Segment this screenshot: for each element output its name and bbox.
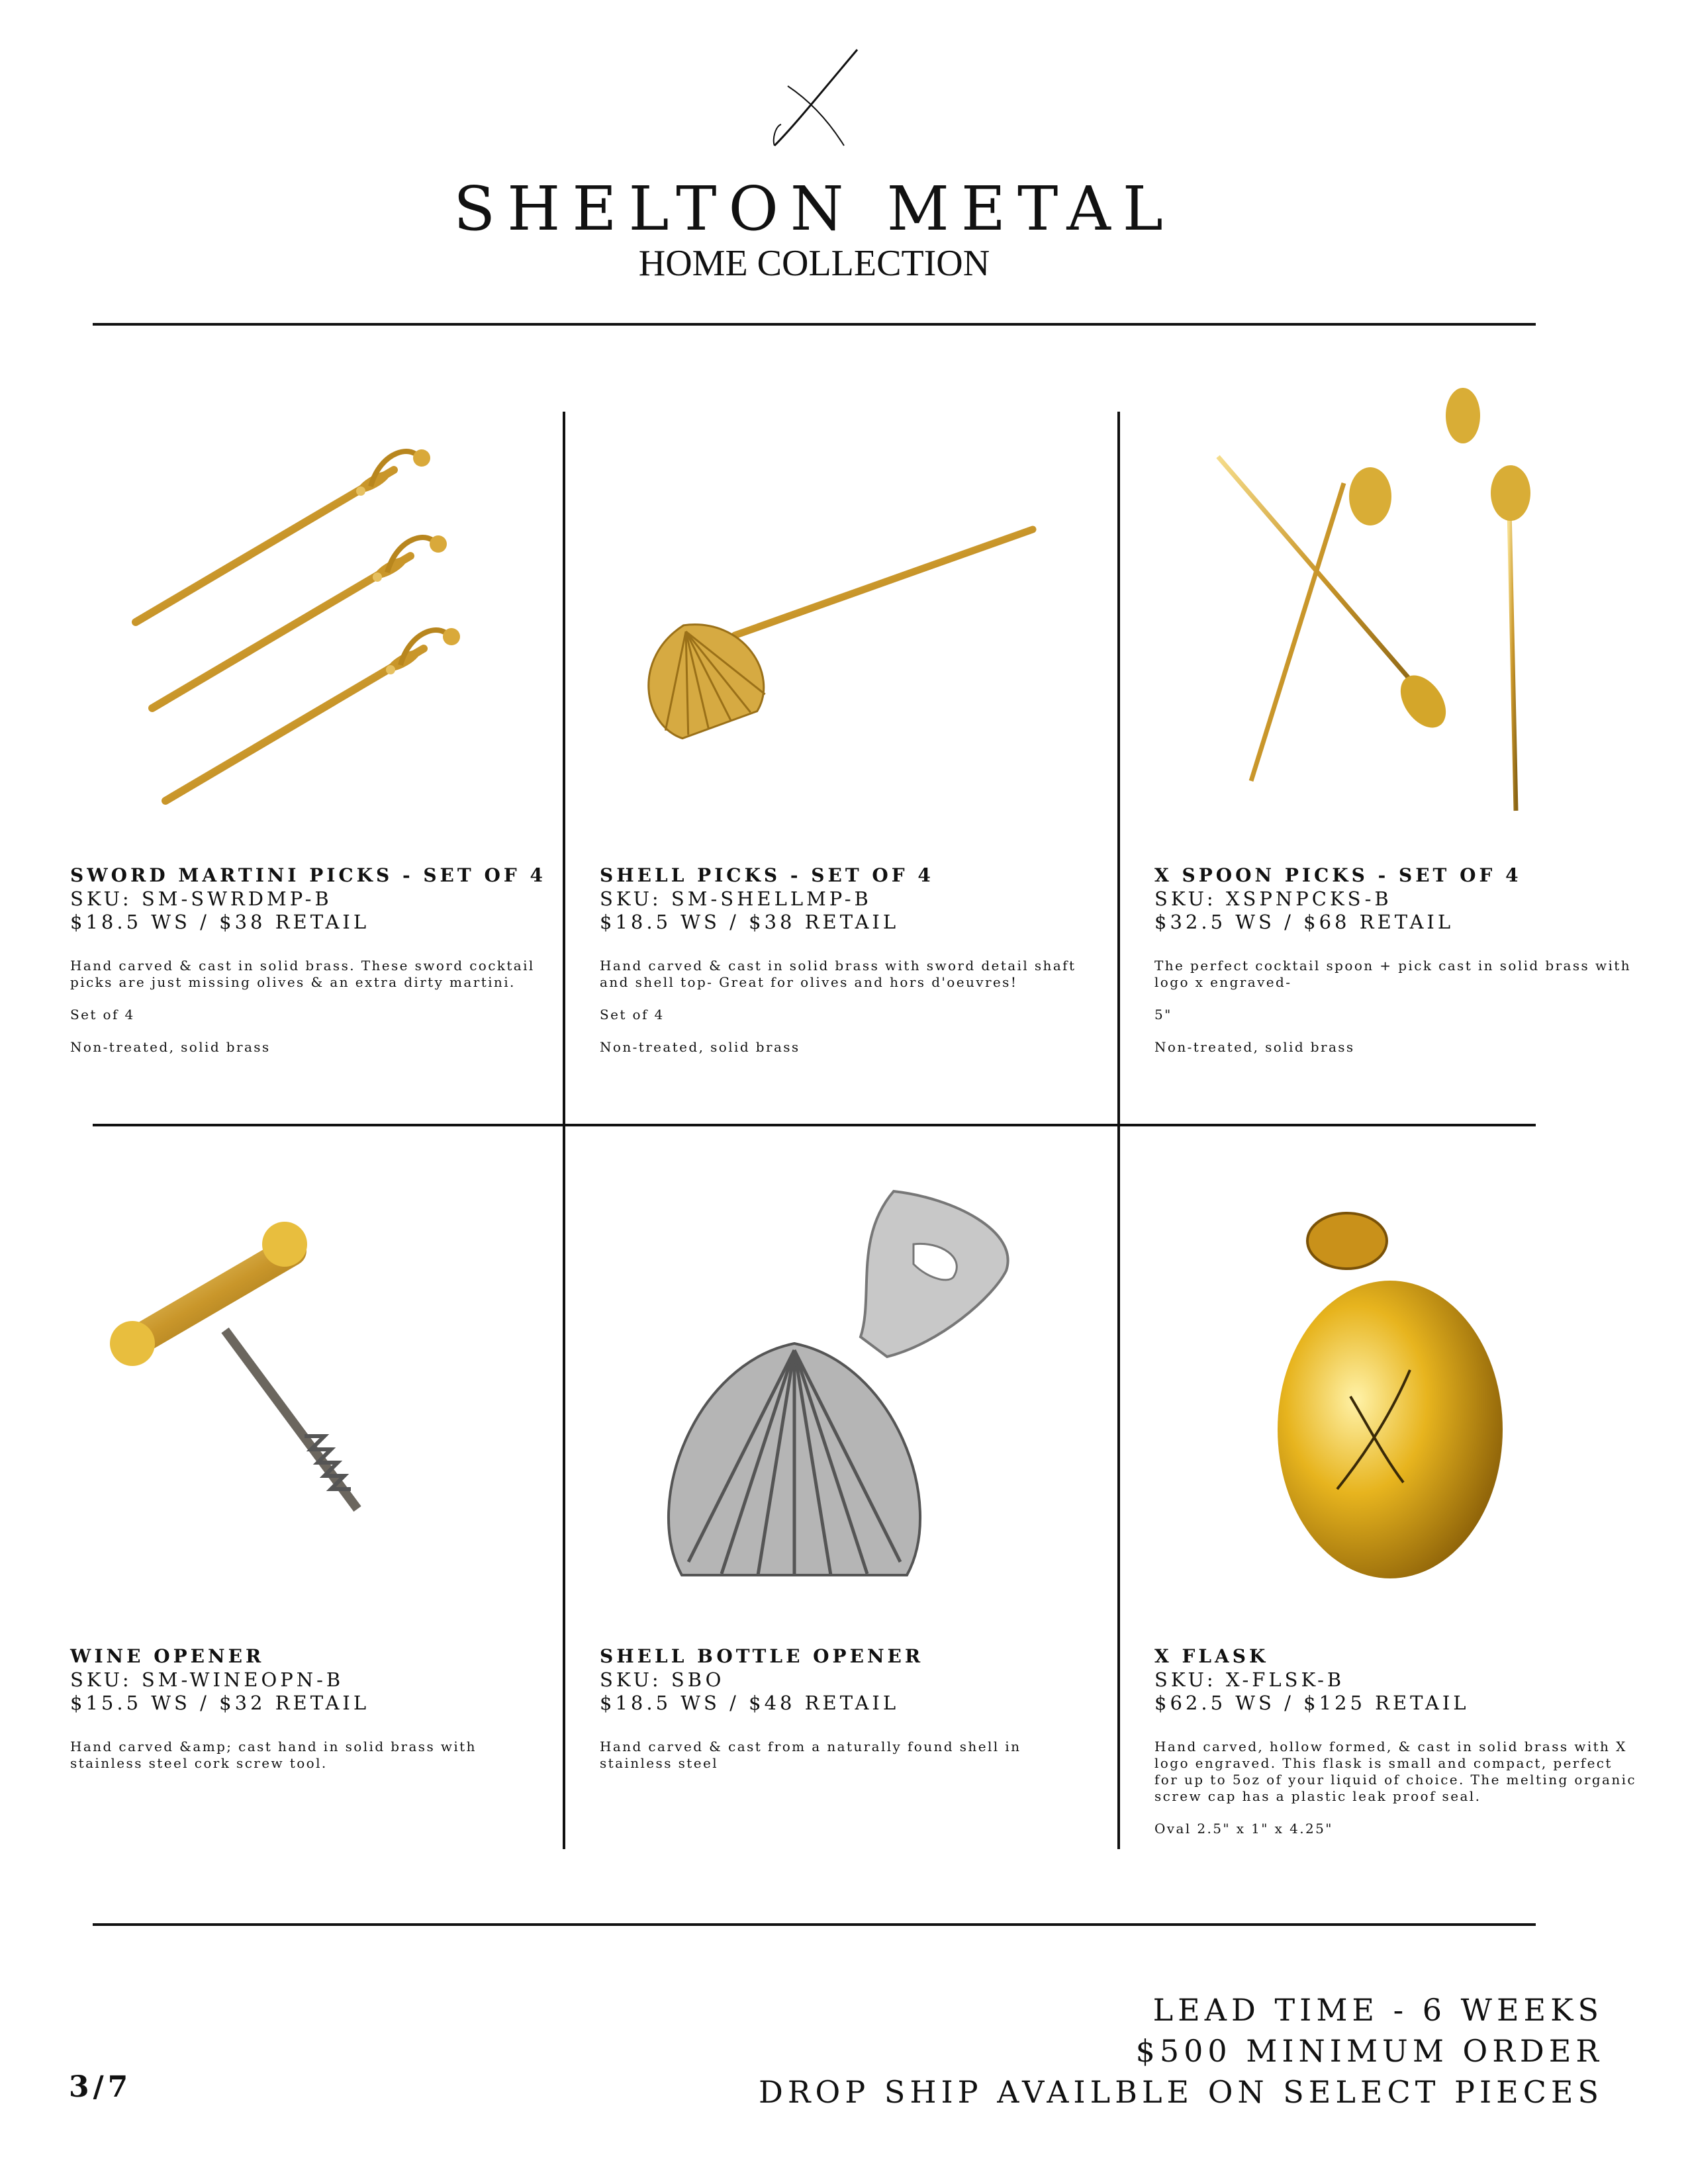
description-line: Hand carved & cast from a naturally found shell in stainless steel — [600, 1739, 1021, 1771]
product-name: SHELL BOTTLE OPENER — [600, 1645, 924, 1667]
column-divider-2 — [1117, 412, 1120, 1124]
product-description — [70, 1739, 553, 1772]
page-number: 3/7 — [69, 2070, 132, 2104]
description-line: 5" — [1154, 1007, 1172, 1023]
product-sword-picks — [70, 864, 553, 1071]
product-name: SWORD MARTINI PICKS - SET OF 4 — [70, 864, 546, 886]
footer-divider — [93, 1923, 1536, 1926]
row-divider — [93, 1124, 1536, 1126]
shell-bottle-opener-image — [635, 1185, 1046, 1595]
x-logo-icon — [768, 46, 861, 152]
product-name: X FLASK — [1154, 1645, 1269, 1667]
description-line: Hand carved &amp; cast hand in solid brass with stainless steel cork screw tool. — [70, 1739, 477, 1771]
product-description — [1154, 1739, 1638, 1837]
product-price: $18.5 WS / $38 RETAIL — [70, 911, 370, 933]
description-line: Hand carved & cast in solid brass. These sword cocktail picks are just missing olives & an extra dirty martini. — [70, 958, 535, 990]
wine-opener-image — [106, 1205, 450, 1549]
product-price: $15.5 WS / $32 RETAIL — [70, 1692, 370, 1714]
lead-time: LEAD TIME - 6 WEEKS — [1152, 1992, 1603, 2028]
description-line: Set of 4 — [70, 1007, 135, 1023]
sword-picks-image — [126, 404, 483, 814]
collection-subtitle: HOME COLLECTION — [638, 243, 990, 284]
spoon-picks-image — [1211, 384, 1556, 821]
product-wine-opener — [70, 1645, 553, 1788]
description-line: Hand carved & cast in solid brass with sword detail shaft and shell top- Great for olives and hors d'oeuvres! — [600, 958, 1076, 990]
product-price: $18.5 WS / $38 RETAIL — [600, 911, 900, 933]
drop-ship-note: DROP SHIP AVAILBLE ON SELECT PIECES — [759, 2074, 1603, 2110]
description-line: Non-treated, solid brass — [600, 1039, 800, 1055]
shell-pick-image — [635, 503, 1046, 768]
product-shell-bottle-opener — [600, 1645, 1083, 1788]
minimum-order: $500 MINIMUM ORDER — [1135, 2033, 1603, 2069]
description-line: Hand carved, hollow formed, & cast in solid brass with X logo engraved. This flask is small and compact, perfect for up to 5oz of your liquid of choice. The melting organic screw cap has a plastic leak proof seal. — [1154, 1739, 1637, 1804]
product-description — [1154, 958, 1638, 1056]
product-sku: SKU: X-FLSK-B — [1154, 1668, 1345, 1691]
product-sku: SKU: SM-WINEOPN-B — [70, 1668, 344, 1691]
description-line: Non-treated, solid brass — [1154, 1039, 1355, 1055]
product-price: $32.5 WS / $68 RETAIL — [1154, 911, 1454, 933]
product-description — [600, 958, 1083, 1056]
product-name: X SPOON PICKS - SET OF 4 — [1154, 864, 1522, 886]
product-price: $18.5 WS / $48 RETAIL — [600, 1692, 900, 1714]
column-divider-4 — [1117, 1125, 1120, 1849]
flask-image — [1258, 1205, 1536, 1582]
product-price: $62.5 WS / $125 RETAIL — [1154, 1692, 1470, 1714]
header-divider — [93, 323, 1536, 326]
product-sku: SKU: SM-SWRDMP-B — [70, 887, 332, 910]
product-sku: SKU: XSPNPCKS-B — [1154, 887, 1392, 910]
product-flask — [1154, 1645, 1638, 1853]
description-line: Oval 2.5" x 1" x 4.25" — [1154, 1821, 1333, 1837]
column-divider-1 — [563, 412, 565, 1124]
product-description — [70, 958, 553, 1056]
product-shell-picks — [600, 864, 1083, 1071]
product-sku: SKU: SM-SHELLMP-B — [600, 887, 872, 910]
column-divider-3 — [563, 1125, 565, 1849]
product-name: SHELL PICKS - SET OF 4 — [600, 864, 934, 886]
product-description — [600, 1739, 1083, 1772]
description-line: Non-treated, solid brass — [70, 1039, 271, 1055]
description-line: Set of 4 — [600, 1007, 665, 1023]
brand-title: SHELTON METAL — [453, 173, 1175, 244]
description-line: The perfect cocktail spoon + pick cast in solid brass with logo x engraved- — [1154, 958, 1631, 990]
product-spoon-picks — [1154, 864, 1638, 1071]
product-sku: SKU: SBO — [600, 1668, 725, 1691]
product-name: WINE OPENER — [70, 1645, 265, 1667]
